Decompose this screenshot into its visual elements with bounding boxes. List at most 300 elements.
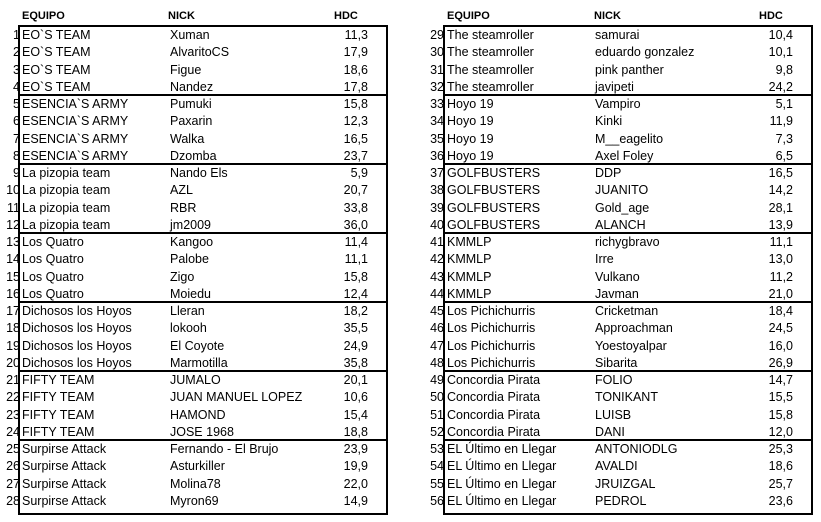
player-nick: M__eagelito	[595, 131, 664, 146]
player-nick: eduardo gonzalez	[595, 45, 695, 60]
team-name: EO`S TEAM	[22, 28, 91, 42]
handicap-value: 17,9	[343, 45, 368, 60]
team-group	[430, 96, 811, 165]
row-number: 47	[430, 338, 444, 353]
player-nick: JUANITO	[595, 183, 649, 198]
table-row	[6, 320, 386, 337]
handicap-value: 33,8	[343, 200, 368, 215]
team-group	[6, 441, 386, 511]
row-number: 28	[6, 493, 20, 508]
team-name: The steamroller	[447, 62, 534, 77]
row-number: 52	[430, 424, 444, 439]
table-row	[430, 458, 811, 475]
handicap-value: 36,0	[343, 217, 368, 232]
header-hdc-left: HDC	[334, 10, 358, 22]
handicap-value: 18,6	[768, 459, 793, 474]
table-row	[430, 269, 811, 286]
team-name: Concordia Pirata	[447, 373, 541, 387]
player-nick: lokooh	[170, 321, 207, 336]
row-number: 3	[13, 62, 20, 77]
team-name: KMMLP	[447, 286, 492, 301]
handicap-value: 23,6	[768, 493, 793, 508]
row-number: 18	[6, 321, 20, 336]
player-nick: DDP	[595, 166, 622, 180]
row-number: 38	[430, 183, 444, 198]
team-name: Hoyo 19	[447, 97, 494, 111]
row-number: 17	[6, 304, 20, 318]
team-name: FIFTY TEAM	[22, 407, 95, 422]
player-nick: Nando Els	[170, 166, 228, 180]
row-number: 33	[430, 97, 444, 111]
row-number: 14	[6, 252, 20, 267]
handicap-value: 26,9	[768, 355, 793, 370]
handicap-value: 10,4	[768, 28, 793, 42]
player-nick: JRUIZGAL	[595, 476, 656, 491]
table-row	[430, 165, 811, 182]
row-number: 41	[430, 235, 444, 249]
player-nick: Myron69	[170, 493, 219, 508]
table-row	[13, 131, 386, 148]
player-nick: Dzomba	[170, 148, 217, 163]
player-nick: JUAN MANUEL LOPEZ	[170, 390, 303, 405]
team-group	[6, 234, 386, 303]
handicap-value: 18,2	[343, 304, 368, 318]
table-row	[13, 96, 386, 113]
header-hdc-right: HDC	[759, 10, 783, 22]
row-number: 30	[430, 45, 444, 60]
table-row	[430, 286, 811, 303]
player-nick: Marmotilla	[170, 355, 228, 370]
table-row	[13, 27, 386, 44]
team-name: ESENCIA`S ARMY	[22, 148, 129, 163]
player-nick: Lleran	[170, 304, 205, 318]
table-row	[430, 320, 811, 337]
row-number: 20	[6, 355, 20, 370]
handicap-value: 16,5	[768, 166, 793, 180]
row-number: 24	[6, 424, 20, 439]
header-nick-right: NICK	[594, 10, 621, 22]
team-name: The steamroller	[447, 79, 534, 94]
team-name: ESENCIA`S ARMY	[22, 97, 129, 111]
table-row	[6, 355, 386, 372]
handicap-value: 17,8	[343, 79, 368, 94]
table-row	[430, 217, 811, 234]
team-name: GOLFBUSTERS	[447, 166, 541, 180]
team-group	[6, 303, 386, 372]
handicap-value: 11,3	[344, 28, 368, 42]
row-number: 44	[430, 286, 444, 301]
team-name: La pizopia team	[22, 166, 111, 180]
team-name: Los Quatro	[22, 252, 84, 267]
player-nick: Approachman	[595, 321, 673, 336]
handicap-value: 11,9	[769, 114, 793, 129]
player-nick: HAMOND	[170, 407, 226, 422]
player-nick: El Coyote	[170, 338, 225, 353]
player-nick: Javman	[595, 286, 639, 301]
row-number: 42	[430, 252, 444, 267]
handicap-value: 18,8	[343, 424, 368, 439]
team-name: EL Último en Llegar	[447, 459, 557, 474]
team-name: KMMLP	[447, 235, 492, 249]
player-nick: Cricketman	[595, 304, 659, 318]
player-nick: ALANCH	[595, 217, 646, 232]
team-name: FIFTY TEAM	[22, 424, 95, 439]
team-name: GOLFBUSTERS	[447, 183, 541, 198]
player-nick: DANI	[595, 424, 625, 439]
team-name: The steamroller	[447, 28, 534, 42]
row-number: 4	[13, 79, 20, 94]
player-nick: Vampiro	[595, 97, 641, 111]
table-row	[6, 338, 386, 355]
handicap-value: 24,9	[343, 338, 368, 353]
handicap-value: 7,3	[775, 131, 793, 146]
table-row	[13, 148, 386, 165]
player-nick: LUISB	[595, 407, 632, 422]
table-row	[430, 355, 811, 372]
row-number: 35	[430, 131, 444, 146]
team-name: Dichosos los Hoyos	[22, 304, 132, 318]
handicap-value: 19,9	[343, 459, 368, 474]
player-nick: Vulkano	[595, 269, 640, 284]
table-row	[6, 389, 386, 406]
header-team-right: EQUIPO	[447, 10, 490, 22]
player-nick: Kinki	[595, 114, 623, 129]
table-row	[430, 182, 811, 199]
table-row	[430, 79, 811, 96]
handicap-value: 5,1	[775, 97, 793, 111]
team-name: KMMLP	[447, 252, 492, 267]
handicap-value: 14,7	[768, 373, 793, 387]
team-name: Dichosos los Hoyos	[22, 338, 132, 353]
player-nick: Figue	[170, 62, 202, 77]
player-nick: Nandez	[170, 79, 214, 94]
player-nick: Pumuki	[170, 97, 212, 111]
team-group	[430, 303, 811, 372]
handicap-value: 25,3	[768, 442, 793, 456]
team-name: Los Pichichurris	[447, 355, 536, 370]
player-nick: Asturkiller	[170, 459, 225, 474]
team-name: Los Quatro	[22, 269, 84, 284]
player-nick: PEDROL	[595, 493, 647, 508]
team-name: Hoyo 19	[447, 131, 494, 146]
team-name: EL Último en Llegar	[447, 442, 557, 456]
row-number: 36	[430, 148, 444, 163]
team-name: Surpirse Attack	[22, 459, 107, 474]
table-row	[430, 303, 811, 320]
table-row	[6, 217, 386, 234]
row-number: 23	[6, 407, 20, 422]
table-row	[430, 372, 811, 389]
player-nick: RBR	[170, 200, 197, 215]
row-number: 16	[6, 286, 20, 301]
table-row	[430, 44, 811, 61]
table-row	[430, 441, 811, 458]
row-number: 13	[6, 235, 20, 249]
team-group	[6, 165, 386, 234]
player-nick: Zigo	[170, 269, 195, 284]
team-name: The steamroller	[447, 45, 534, 60]
row-number: 27	[6, 476, 20, 491]
handicap-value: 11,1	[769, 235, 793, 249]
player-nick: TONIKANT	[595, 390, 658, 405]
table-row	[430, 424, 811, 441]
handicap-value: 14,9	[343, 493, 368, 508]
handicap-value: 24,5	[768, 321, 793, 336]
handicap-value: 13,0	[768, 252, 793, 267]
player-nick: Walka	[170, 131, 205, 146]
table-row	[6, 372, 386, 389]
team-group	[430, 165, 811, 234]
player-nick: Palobe	[170, 252, 209, 267]
row-number: 51	[430, 407, 444, 422]
team-name: Los Quatro	[22, 235, 84, 249]
team-name: EO`S TEAM	[22, 62, 91, 77]
row-number: 50	[430, 390, 444, 405]
table-row	[6, 476, 386, 493]
row-number: 54	[430, 459, 444, 474]
row-number: 48	[430, 355, 444, 370]
team-name: EL Último en Llegar	[447, 476, 557, 491]
player-nick: JOSE 1968	[170, 424, 234, 439]
player-nick: Xuman	[170, 28, 210, 42]
row-number: 32	[430, 79, 444, 94]
right-table	[430, 25, 813, 515]
row-number: 53	[430, 442, 444, 456]
row-number: 7	[13, 131, 20, 146]
row-number: 6	[13, 114, 20, 129]
player-nick: Moiedu	[170, 286, 211, 301]
row-number: 2	[13, 45, 20, 60]
handicap-value: 10,1	[768, 45, 793, 60]
team-name: Hoyo 19	[447, 148, 494, 163]
table-row	[6, 441, 386, 458]
handicap-value: 12,3	[343, 114, 368, 129]
row-number: 26	[6, 459, 20, 474]
row-number: 10	[6, 183, 20, 198]
table-row	[430, 27, 811, 44]
team-name: ESENCIA`S ARMY	[22, 131, 129, 146]
handicap-value: 13,9	[768, 217, 793, 232]
player-nick: Axel Foley	[595, 148, 654, 163]
player-nick: ANTONIODLG	[595, 442, 678, 456]
table-row	[430, 493, 811, 510]
handicap-value: 28,1	[768, 200, 793, 215]
row-number: 15	[6, 269, 20, 284]
player-nick: samurai	[595, 28, 640, 42]
table-row	[430, 476, 811, 493]
player-nick: Paxarin	[170, 114, 213, 129]
team-name: Los Pichichurris	[447, 338, 536, 353]
table-row	[430, 389, 811, 406]
team-name: KMMLP	[447, 269, 492, 284]
team-group	[6, 372, 386, 441]
handicap-value: 18,6	[343, 62, 368, 77]
table-row	[6, 493, 386, 510]
handicap-value: 35,8	[343, 355, 368, 370]
table-row	[430, 113, 811, 130]
table-row	[430, 200, 811, 217]
player-nick: richygbravo	[595, 235, 660, 249]
table-row	[6, 424, 386, 441]
team-name: Los Pichichurris	[447, 304, 536, 318]
table-row	[6, 303, 386, 320]
team-group	[430, 27, 811, 96]
row-number: 31	[430, 62, 444, 77]
handicap-value: 23,7	[343, 148, 368, 163]
handicap-value: 16,0	[768, 338, 793, 353]
player-nick: Kangoo	[170, 235, 214, 249]
table-row	[430, 338, 811, 355]
handicap-value: 6,5	[775, 148, 793, 163]
row-number: 37	[430, 166, 444, 180]
row-number: 12	[6, 217, 20, 232]
row-number: 43	[430, 269, 444, 284]
handicap-value: 15,5	[768, 390, 793, 405]
player-nick: Irre	[595, 252, 614, 267]
row-number: 39	[430, 200, 444, 215]
handicap-value: 12,4	[343, 286, 368, 301]
row-number: 25	[6, 442, 20, 456]
table-row	[430, 131, 811, 148]
row-number: 9	[13, 166, 20, 180]
team-name: GOLFBUSTERS	[447, 217, 541, 232]
player-nick: Sibarita	[595, 355, 638, 370]
row-number: 22	[6, 390, 20, 405]
handicap-value: 18,4	[768, 304, 793, 318]
handicap-value: 23,9	[343, 442, 368, 456]
team-name: GOLFBUSTERS	[447, 200, 541, 215]
team-name: Concordia Pirata	[447, 407, 541, 422]
row-number: 55	[430, 476, 444, 491]
team-name: ESENCIA`S ARMY	[22, 114, 129, 129]
row-number: 29	[430, 28, 444, 42]
player-nick: pink panther	[595, 62, 664, 77]
player-nick: AZL	[170, 183, 193, 198]
team-name: FIFTY TEAM	[22, 373, 95, 387]
team-group	[13, 96, 386, 165]
row-number: 40	[430, 217, 444, 232]
handicap-value: 15,8	[343, 269, 368, 284]
player-nick: JUMALO	[170, 373, 221, 387]
row-number: 11	[7, 200, 20, 215]
row-number: 56	[430, 493, 444, 508]
row-number: 49	[430, 373, 444, 387]
row-number: 1	[13, 28, 20, 42]
team-name: Dichosos los Hoyos	[22, 321, 132, 336]
handicap-value: 5,9	[350, 166, 368, 180]
table-row	[6, 182, 386, 199]
table-row	[6, 251, 386, 268]
row-number: 19	[6, 338, 20, 353]
handicap-value: 35,5	[343, 321, 368, 336]
handicap-value: 20,1	[343, 373, 368, 387]
team-name: Hoyo 19	[447, 114, 494, 129]
handicap-value: 15,8	[343, 97, 368, 111]
team-name: Surpirse Attack	[22, 442, 107, 456]
player-nick: Fernando - El Brujo	[170, 442, 279, 456]
team-name: Concordia Pirata	[447, 390, 541, 405]
handicap-value: 12,0	[768, 424, 793, 439]
player-nick: FOLIO	[595, 373, 633, 387]
left-table	[6, 25, 388, 515]
team-name: Los Pichichurris	[447, 321, 536, 336]
row-number: 45	[430, 304, 444, 318]
player-nick: Molina78	[170, 476, 221, 491]
team-group	[430, 234, 811, 303]
table-row	[13, 62, 386, 79]
handicap-value: 22,0	[343, 476, 368, 491]
team-name: FIFTY TEAM	[22, 390, 95, 405]
player-nick: jm2009	[170, 217, 211, 232]
handicap-value: 11,4	[344, 235, 368, 249]
table-row	[13, 79, 386, 96]
handicap-value: 20,7	[343, 183, 368, 198]
row-number: 46	[430, 321, 444, 336]
team-name: La pizopia team	[22, 183, 111, 198]
handicap-value: 15,8	[768, 407, 793, 422]
header-nick-left: NICK	[168, 10, 195, 22]
handicap-value: 11,2	[769, 269, 793, 284]
table-row	[13, 165, 386, 182]
row-number: 5	[13, 97, 20, 111]
handicap-value: 10,6	[343, 390, 368, 405]
row-number: 21	[6, 373, 20, 387]
handicap-value: 11,1	[344, 252, 368, 267]
table-row	[430, 407, 811, 424]
player-nick: AlvaritoCS	[170, 45, 230, 60]
team-group	[430, 372, 811, 441]
team-name: La pizopia team	[22, 200, 111, 215]
player-nick: Yoestoyalpar	[595, 338, 667, 353]
team-name: EO`S TEAM	[22, 79, 91, 94]
table-row	[430, 96, 811, 113]
team-name: Dichosos los Hoyos	[22, 355, 132, 370]
team-name: Concordia Pirata	[447, 424, 541, 439]
table-row	[6, 234, 386, 251]
table-row	[6, 269, 386, 286]
header-team-left: EQUIPO	[22, 10, 65, 22]
player-nick: AVALDI	[595, 459, 638, 474]
team-name: La pizopia team	[22, 217, 111, 232]
row-number: 34	[430, 114, 444, 129]
team-name: EL Último en Llegar	[447, 493, 557, 508]
team-group	[13, 27, 386, 96]
table-row	[430, 148, 811, 165]
player-nick: javipeti	[595, 79, 634, 94]
table-row	[13, 44, 386, 61]
handicap-value: 24,2	[768, 79, 793, 94]
team-name: Los Quatro	[22, 286, 84, 301]
table-row	[6, 458, 386, 475]
table-row	[6, 286, 386, 303]
team-name: Surpirse Attack	[22, 476, 107, 491]
handicap-value: 9,8	[775, 62, 793, 77]
row-number: 8	[13, 148, 20, 163]
team-name: Surpirse Attack	[22, 493, 107, 508]
table-row	[430, 251, 811, 268]
table-row	[6, 407, 386, 424]
table-row	[430, 234, 811, 251]
handicap-value: 25,7	[768, 476, 793, 491]
table-row	[13, 113, 386, 130]
handicap-value: 21,0	[768, 286, 793, 301]
table-row	[430, 62, 811, 79]
player-nick: Gold_age	[595, 200, 650, 215]
team-name: EO`S TEAM	[22, 45, 91, 60]
team-group	[430, 441, 811, 511]
handicap-value: 15,4	[343, 407, 368, 422]
handicap-value: 14,2	[768, 183, 793, 198]
